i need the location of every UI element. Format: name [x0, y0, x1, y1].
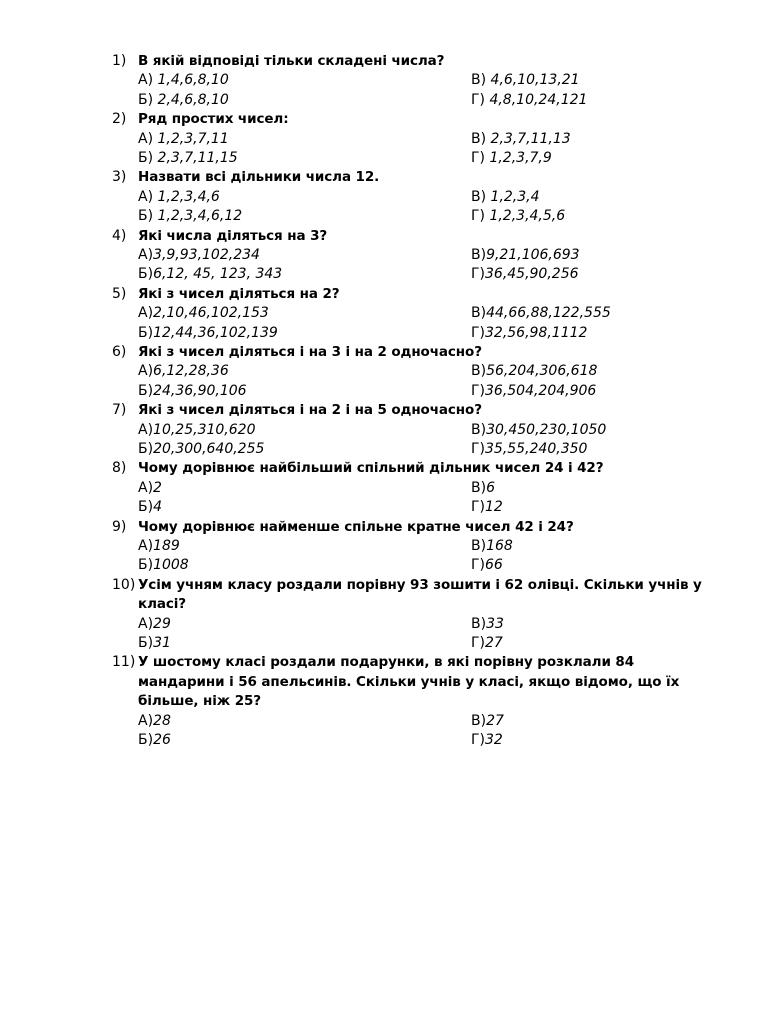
- question-3: [112, 168, 722, 226]
- option-value: 2,3,7,11,13: [490, 130, 571, 147]
- option-value: 1,2,3,4,5,6: [489, 208, 566, 225]
- option-label: А): [138, 537, 154, 554]
- option-value: 4,8,10,24,121: [489, 91, 588, 108]
- option-value: 1,2,3,7,9: [489, 149, 552, 166]
- answer-row: [138, 498, 722, 517]
- option-value: 1,2,3,4,6,12: [157, 208, 243, 225]
- quiz-document: [112, 52, 722, 750]
- answer-option: [471, 634, 503, 653]
- answer-row: [138, 265, 722, 284]
- answer-option: [138, 324, 278, 343]
- option-label: А): [138, 130, 158, 147]
- answer-row: [138, 712, 722, 731]
- option-label: В): [471, 421, 487, 438]
- answer-option: [138, 479, 162, 498]
- answer-option: [138, 149, 238, 168]
- option-value: 27: [485, 634, 503, 651]
- option-value: 32: [485, 731, 503, 748]
- answer-option: [138, 265, 282, 284]
- option-label: Г): [471, 382, 485, 399]
- option-value: 24,36,90,106: [153, 382, 247, 399]
- option-value: 1008: [153, 557, 189, 574]
- question-text: Які з чисел діляться і на 3 і на 2 одночасно?: [138, 343, 482, 360]
- option-label: Б): [138, 149, 158, 166]
- answer-option: [471, 304, 611, 323]
- option-label: В): [471, 479, 487, 496]
- answer-row: [138, 362, 722, 381]
- answer-option: [471, 207, 565, 226]
- question-10: [112, 576, 722, 654]
- option-label: А): [138, 363, 154, 380]
- question-5: [112, 285, 722, 343]
- option-value: 36,504,204,906: [485, 382, 597, 399]
- answer-row: [138, 71, 722, 90]
- option-label: Б): [138, 266, 154, 283]
- option-label: А): [138, 246, 154, 263]
- answer-option: [138, 537, 180, 556]
- question-number: 7): [112, 402, 127, 419]
- option-label: В): [471, 615, 487, 632]
- option-value: 189: [153, 537, 180, 554]
- answer-row: [138, 556, 722, 575]
- option-value: 20,300,640,255: [153, 440, 265, 457]
- option-label: В): [471, 363, 487, 380]
- answer-row: [138, 91, 722, 110]
- option-value: 168: [486, 537, 513, 554]
- question-text: Які з чисел діляться на 2?: [138, 285, 340, 302]
- option-value: 2,4,6,8,10: [157, 91, 229, 108]
- answer-row: [138, 382, 722, 401]
- answer-row: [138, 246, 722, 265]
- option-label: Б): [138, 557, 154, 574]
- option-label: Б): [138, 91, 158, 108]
- option-value: 10,25,310,620: [153, 421, 256, 438]
- option-label: А): [138, 479, 154, 496]
- option-value: 2,3,7,11,15: [157, 149, 238, 166]
- option-label: Г): [471, 208, 490, 225]
- question-4: [112, 227, 722, 285]
- option-value: 3,9,93,102,234: [153, 246, 260, 263]
- option-value: 4: [153, 499, 162, 516]
- option-label: В): [471, 130, 491, 147]
- answer-option: [471, 615, 504, 634]
- answer-option: [138, 615, 171, 634]
- option-value: 1,4,6,8,10: [157, 72, 229, 89]
- answer-row: [138, 440, 722, 459]
- answer-option: [471, 479, 495, 498]
- question-number: 4): [112, 227, 127, 244]
- answer-option: [471, 556, 503, 575]
- answer-option: [471, 324, 587, 343]
- option-label: Б): [138, 499, 154, 516]
- question-1: [112, 52, 722, 110]
- answer-row: [138, 324, 722, 343]
- question-text: Які числа діляться на 3?: [138, 227, 328, 244]
- answer-row: [138, 207, 722, 226]
- question-text: Назвати всі дільники числа 12.: [138, 169, 380, 186]
- answer-option: [471, 498, 503, 517]
- option-value: 33: [486, 615, 504, 632]
- question-number: 2): [112, 111, 127, 128]
- option-label: Г): [471, 731, 485, 748]
- option-value: 27: [486, 712, 504, 729]
- question-6: [112, 343, 722, 401]
- option-label: Г): [471, 324, 485, 341]
- answer-option: [471, 421, 606, 440]
- answer-option: [138, 91, 229, 110]
- question-number: 9): [112, 518, 127, 535]
- answer-option: [471, 362, 597, 381]
- option-label: Г): [471, 91, 490, 108]
- answer-option: [138, 130, 229, 149]
- question-number: 8): [112, 460, 127, 477]
- option-value: 1,2,3,4,6: [157, 188, 220, 205]
- option-label: Б): [138, 208, 158, 225]
- option-value: 36,45,90,256: [485, 266, 579, 283]
- answer-option: [471, 712, 504, 731]
- answer-option: [138, 440, 264, 459]
- option-value: 32,56,98,1112: [485, 324, 588, 341]
- answer-option: [138, 207, 242, 226]
- answer-option: [138, 634, 171, 653]
- answer-option: [471, 440, 587, 459]
- answer-option: [471, 91, 587, 110]
- option-value: 12: [485, 499, 503, 516]
- option-label: Г): [471, 499, 485, 516]
- question-text: Усім учням класу роздали порівну 93 зошити і 62 олівці. Скільки учнів у класі?: [138, 576, 702, 613]
- option-value: 30,450,230,1050: [486, 421, 607, 438]
- option-label: Б): [138, 440, 154, 457]
- question-2: [112, 110, 722, 168]
- answer-option: [471, 382, 596, 401]
- answer-row: [138, 149, 722, 168]
- answer-row: [138, 537, 722, 556]
- option-value: 66: [485, 557, 503, 574]
- answer-option: [138, 731, 171, 750]
- answer-option: [138, 712, 171, 731]
- answer-row: [138, 421, 722, 440]
- option-value: 2,10,46,102,153: [153, 305, 269, 322]
- option-label: Б): [138, 634, 154, 651]
- option-label: А): [138, 615, 154, 632]
- option-label: В): [471, 188, 491, 205]
- question-text: У шостому класі роздали подарунки, в які порівну розклали 84 мандарини і 56 апельсинів. Скільки учнів у класі, якщо відомо, що їх більше, ніж 25?: [138, 654, 680, 710]
- option-label: А): [138, 305, 154, 322]
- option-label: А): [138, 421, 154, 438]
- option-label: А): [138, 188, 158, 205]
- question-text: В якій відповіді тільки складені числа?: [138, 53, 445, 69]
- option-label: В): [471, 72, 491, 89]
- option-value: 1,2,3,7,11: [157, 130, 229, 147]
- question-text: Чому дорівнює найбільший спільний дільник чисел 24 і 42?: [138, 460, 604, 477]
- question-number: 11): [112, 654, 136, 671]
- option-value: 29: [153, 615, 171, 632]
- answer-option: [138, 304, 269, 323]
- option-value: 9,21,106,693: [486, 246, 580, 263]
- question-number: 6): [112, 343, 127, 360]
- option-label: Г): [471, 440, 485, 457]
- answer-row: [138, 615, 722, 634]
- option-value: 26: [153, 731, 171, 748]
- question-number: 10): [112, 576, 136, 593]
- answer-row: [138, 479, 722, 498]
- option-value: 44,66,88,122,555: [486, 305, 611, 322]
- answer-row: [138, 304, 722, 323]
- option-value: 4,6,10,13,21: [490, 72, 580, 89]
- option-label: В): [471, 305, 487, 322]
- answer-option: [138, 556, 189, 575]
- answer-option: [471, 149, 552, 168]
- answer-option: [471, 188, 540, 207]
- option-value: 31: [153, 634, 171, 651]
- option-value: 6,12,28,36: [153, 363, 229, 380]
- answer-row: [138, 634, 722, 653]
- option-label: Г): [471, 149, 490, 166]
- answer-row: [138, 130, 722, 149]
- question-number: 5): [112, 285, 127, 302]
- option-value: 28: [153, 712, 171, 729]
- question-7: [112, 401, 722, 459]
- option-label: Б): [138, 324, 154, 341]
- option-label: Г): [471, 634, 485, 651]
- option-label: Б): [138, 382, 154, 399]
- option-label: А): [138, 72, 158, 89]
- option-label: Г): [471, 266, 485, 283]
- question-11: [112, 653, 722, 750]
- answer-option: [138, 498, 162, 517]
- question-text: Які з чисел діляться і на 2 і на 5 одночасно?: [138, 402, 482, 419]
- option-value: 2: [153, 479, 162, 496]
- answer-option: [471, 265, 579, 284]
- question-text: Чому дорівнює найменше спільне кратне чисел 42 і 24?: [138, 518, 574, 535]
- option-value: 6: [486, 479, 495, 496]
- option-value: 35,55,240,350: [485, 440, 588, 457]
- answer-option: [471, 246, 580, 265]
- option-label: В): [471, 712, 487, 729]
- option-label: В): [471, 537, 487, 554]
- option-value: 6,12, 45, 123, 343: [153, 266, 283, 283]
- answer-option: [138, 71, 229, 90]
- option-label: Г): [471, 557, 485, 574]
- answer-row: [138, 731, 722, 750]
- option-value: 1,2,3,4: [490, 188, 540, 205]
- answer-option: [138, 188, 220, 207]
- option-label: В): [471, 246, 487, 263]
- answer-option: [471, 731, 503, 750]
- question-number: 3): [112, 169, 127, 186]
- answer-row: [138, 188, 722, 207]
- answer-option: [138, 246, 260, 265]
- answer-option: [471, 537, 513, 556]
- option-label: А): [138, 712, 154, 729]
- question-number: 1): [112, 53, 127, 69]
- option-value: 56,204,306,618: [486, 363, 598, 380]
- question-8: [112, 459, 722, 517]
- option-label: Б): [138, 731, 154, 748]
- answer-option: [138, 362, 229, 381]
- answer-option: [471, 130, 571, 149]
- question-text: Ряд простих чисел:: [138, 111, 289, 128]
- answer-option: [138, 421, 255, 440]
- question-9: [112, 518, 722, 576]
- option-value: 12,44,36,102,139: [153, 324, 278, 341]
- answer-option: [138, 382, 247, 401]
- answer-option: [471, 71, 580, 90]
